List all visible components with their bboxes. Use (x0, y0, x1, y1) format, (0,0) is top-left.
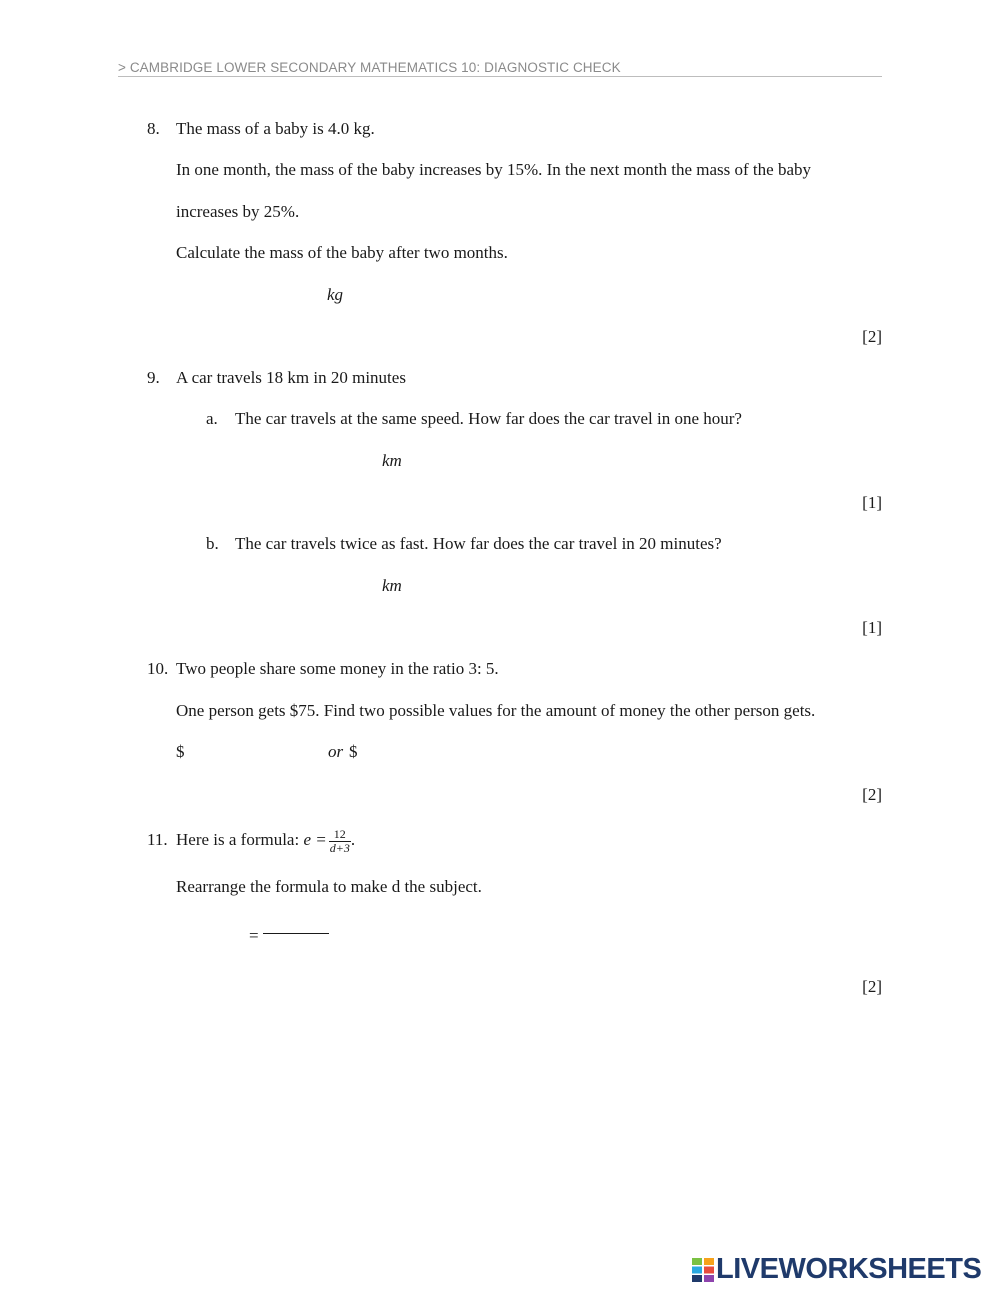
q8-answer-unit: kg (327, 285, 344, 304)
q11-fraction (329, 828, 351, 855)
q8-line4: Calculate the mass of the baby after two months. (176, 243, 508, 262)
q8-line2: In one month, the mass of the baby increases by 15%. In the next month the mass of the baby (176, 160, 811, 179)
q10-line2: One person gets $75. Find two possible values for the amount of money the other person gets. (176, 701, 816, 720)
q9a-text: The car travels at the same speed. How far does the car travel in one hour? (235, 409, 742, 428)
q11-number: 11. (147, 830, 168, 849)
q10-marks: [2] (862, 785, 882, 804)
q9b-text: The car travels twice as fast. How far does the car travel in 20 minutes? (235, 534, 722, 553)
q10-or: or (328, 742, 344, 761)
q11-answer-line (249, 926, 329, 946)
q9a-answer-unit: km (382, 451, 402, 470)
q8-marks: [2] (862, 327, 882, 346)
q8-number: 8. (147, 119, 160, 138)
q11-fraction-denominator: d+3 (329, 840, 350, 855)
q9-number: 9. (147, 368, 160, 387)
liveworksheets-logo-text: LIVEWORKSHEETS (716, 1253, 982, 1285)
q11-answer-blank[interactable] (263, 933, 329, 934)
q11-line2: Rearrange the formula to make d the subject. (176, 877, 482, 896)
q11-fraction-numerator: 12 (329, 828, 351, 842)
q8-line3: increases by 25%. (176, 202, 300, 221)
q11-equals: = (249, 926, 259, 945)
q10-number: 10. (147, 659, 169, 678)
q11-line1 (176, 822, 355, 858)
liveworksheets-logo-icon (692, 1258, 714, 1282)
q9-line1: A car travels 18 km in 20 minutes (176, 368, 406, 387)
q9a-label: a. (206, 409, 218, 428)
q11-marks: [2] (862, 977, 882, 996)
q10-line1: Two people share some money in the ratio 3: 5. (176, 659, 499, 678)
q11-formula-lhs: e = (303, 830, 327, 849)
page-header: > CAMBRIDGE LOWER SECONDARY MATHEMATICS 10: DIAGNOSTIC CHECK (118, 60, 882, 77)
q10-dollar-1: $ (176, 742, 185, 761)
q9b-label: b. (206, 534, 219, 553)
q11-prefix: Here is a formula: (176, 830, 300, 849)
q9a-marks: [1] (862, 493, 882, 512)
q9b-marks: [1] (862, 618, 882, 637)
q9b-answer-unit: km (382, 576, 402, 595)
q8-line1: The mass of a baby is 4.0 kg. (176, 119, 375, 138)
q11-period: . (350, 830, 356, 849)
q10-dollar-2: $ (349, 742, 358, 761)
